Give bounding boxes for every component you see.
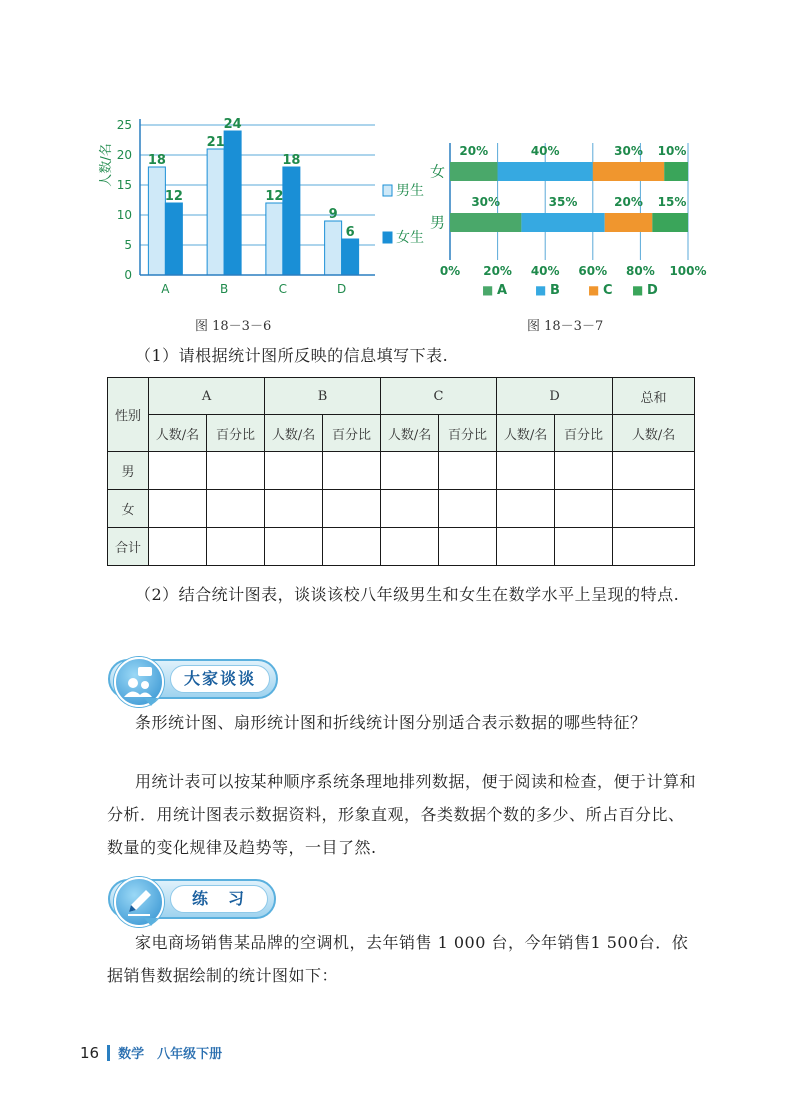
bar-male xyxy=(266,203,283,275)
table-cell[interactable] xyxy=(497,452,555,490)
y-tick-label: 5 xyxy=(124,238,132,252)
practice-text: 家电商场销售某品牌的空调机，去年销售 1 000 台，今年销售1 500台．依据销售数据绘制的统计图如下： xyxy=(107,933,689,985)
table-cell[interactable] xyxy=(555,452,613,490)
table-total-header: 总和 xyxy=(613,378,695,415)
summary-paragraph: 用统计表可以按某种顺序系统条理地排列数据，便于阅读和检查，便于计算和分析．用统计图表示数据资料，形象直观，各类数据个数的多少、所占百分比、数量的变化规律及趋势等，一目了然. xyxy=(107,772,697,857)
table-cell[interactable] xyxy=(207,490,265,528)
table-cell[interactable] xyxy=(555,528,613,566)
legend-swatch xyxy=(383,185,392,196)
badge-pointer xyxy=(144,698,158,706)
table-cell[interactable] xyxy=(381,452,439,490)
table-subheader: 百分比 xyxy=(207,415,265,452)
bar-value-label: 12 xyxy=(164,189,183,204)
segment-A xyxy=(450,162,498,181)
bar-female xyxy=(224,131,241,275)
discussion-badge xyxy=(108,659,278,699)
table-cell[interactable] xyxy=(207,528,265,566)
table-cell[interactable] xyxy=(381,528,439,566)
legend-marker: ■ xyxy=(632,283,644,297)
y-axis-label: 人数/名 xyxy=(99,143,114,187)
practice-label: 练 习 xyxy=(170,885,268,913)
table-row-label: 女 xyxy=(108,490,149,528)
table-subheader: 人数/名 xyxy=(265,415,323,452)
table-cell[interactable] xyxy=(497,528,555,566)
segment-percent-label: 35% xyxy=(548,195,578,209)
table-row-label: 合计 xyxy=(108,528,149,566)
bar-male xyxy=(148,167,165,275)
footer-divider xyxy=(107,1045,110,1061)
x-tick-label: 100% xyxy=(669,264,707,278)
table-cell[interactable] xyxy=(149,528,207,566)
legend-label: A xyxy=(497,283,508,298)
bar-chart-gender-levels xyxy=(70,105,424,305)
legend-marker: ■ xyxy=(482,283,494,297)
bar-value-label: 24 xyxy=(223,117,242,132)
legend-swatch xyxy=(383,232,392,243)
table-cell[interactable] xyxy=(207,452,265,490)
table-cell[interactable] xyxy=(323,490,381,528)
book-title: 数学 八年级下册 xyxy=(118,1047,223,1062)
x-tick-label: A xyxy=(161,282,170,296)
table-group-header: D xyxy=(497,378,613,415)
table-cell[interactable] xyxy=(613,528,695,566)
practice-badge xyxy=(108,879,276,919)
table-rowhead: 性别 xyxy=(108,378,149,452)
table-subheader: 百分比 xyxy=(439,415,497,452)
table-cell[interactable] xyxy=(381,490,439,528)
table-row xyxy=(108,528,695,566)
bar-value-label: 18 xyxy=(282,153,301,168)
legend-label: C xyxy=(603,283,613,298)
segment-percent-label: 40% xyxy=(530,144,560,158)
table-subheader: 人数/名 xyxy=(497,415,555,452)
segment-percent-label: 30% xyxy=(471,195,501,209)
table-cell[interactable] xyxy=(265,490,323,528)
table-cell[interactable] xyxy=(497,490,555,528)
chart1-caption: 图 18－3－6 xyxy=(195,319,272,334)
page-footer xyxy=(80,1043,222,1062)
x-tick-label: 40% xyxy=(530,264,560,278)
y-tick-label: 15 xyxy=(116,178,132,192)
chart2-caption: 图 18－3－7 xyxy=(527,319,604,334)
question-1: （1）请根据统计图所反映的信息填写下表. xyxy=(135,346,449,365)
legend-label: 男生 xyxy=(396,183,424,199)
table-cell[interactable] xyxy=(613,490,695,528)
x-tick-label: B xyxy=(220,282,229,296)
x-tick-label: D xyxy=(337,282,347,296)
table-cell[interactable] xyxy=(439,490,497,528)
segment-percent-label: 10% xyxy=(657,144,687,158)
bar-female xyxy=(283,167,300,275)
table-group-header: C xyxy=(381,378,497,415)
x-tick-label: 60% xyxy=(578,264,608,278)
table-cell[interactable] xyxy=(265,452,323,490)
badge-pointer xyxy=(144,918,158,926)
segment-B xyxy=(498,162,593,181)
table-group-header: A xyxy=(149,378,265,415)
table-subheader: 百分比 xyxy=(323,415,381,452)
table-row xyxy=(108,452,695,490)
row-label: 女 xyxy=(430,162,446,181)
table-group-header: B xyxy=(265,378,381,415)
x-tick-label: C xyxy=(278,282,288,296)
table-cell[interactable] xyxy=(439,452,497,490)
y-tick-label: 25 xyxy=(116,118,132,132)
legend-label: D xyxy=(647,283,658,298)
legend-label: B xyxy=(550,283,560,298)
row-label: 男 xyxy=(430,213,446,232)
table-row-label: 男 xyxy=(108,452,149,490)
segment-C xyxy=(605,213,653,232)
bar-value-label: 6 xyxy=(345,225,355,240)
fill-in-table xyxy=(107,377,695,566)
segment-D xyxy=(664,162,688,181)
table-cell[interactable] xyxy=(265,528,323,566)
segment-B xyxy=(521,213,604,232)
table-cell[interactable] xyxy=(149,452,207,490)
segment-A xyxy=(450,213,521,232)
table-subheader: 百分比 xyxy=(555,415,613,452)
bar-female xyxy=(342,239,359,275)
legend-marker: ■ xyxy=(588,283,600,297)
x-tick-label: 20% xyxy=(483,264,512,278)
table-subheader: 人数/名 xyxy=(381,415,439,452)
table-cell[interactable] xyxy=(439,528,497,566)
bar-female xyxy=(165,203,182,275)
table-cell[interactable] xyxy=(149,490,207,528)
table-subheader: 人数/名 xyxy=(613,415,695,452)
y-tick-label: 0 xyxy=(124,268,132,282)
bar-male xyxy=(325,221,342,275)
segment-percent-label: 20% xyxy=(614,195,643,209)
table-cell[interactable] xyxy=(555,490,613,528)
x-tick-label: 80% xyxy=(626,264,655,278)
discussion-question: 条形统计图、扇形统计图和折线统计图分别适合表示数据的哪些特征？ xyxy=(135,713,647,732)
y-tick-label: 20 xyxy=(116,148,132,162)
bar-value-label: 9 xyxy=(328,207,338,222)
y-tick-label: 10 xyxy=(116,208,132,222)
table-cell[interactable] xyxy=(323,452,381,490)
discussion-label: 大家谈谈 xyxy=(170,665,270,693)
question-2: （2）结合统计图表，谈谈该校八年级男生和女生在数学水平上呈现的特点. xyxy=(135,585,680,604)
segment-percent-label: 20% xyxy=(459,144,489,158)
table-cell[interactable] xyxy=(323,528,381,566)
segment-percent-label: 15% xyxy=(657,195,687,209)
x-tick-label: 0% xyxy=(439,264,461,278)
legend-label: 女生 xyxy=(396,230,424,246)
table-row xyxy=(108,490,695,528)
segment-percent-label: 30% xyxy=(614,144,643,158)
segment-D xyxy=(652,213,688,232)
bar-value-label: 21 xyxy=(206,135,225,150)
page-number: 16 xyxy=(80,1043,100,1062)
segment-C xyxy=(593,162,664,181)
table-cell[interactable] xyxy=(613,452,695,490)
bar-male xyxy=(207,149,224,275)
stacked-bar-chart-percentages xyxy=(420,135,720,305)
bar-value-label: 12 xyxy=(265,189,284,204)
bar-value-label: 18 xyxy=(147,153,166,168)
table-subheader: 人数/名 xyxy=(149,415,207,452)
legend-marker: ■ xyxy=(535,283,547,297)
